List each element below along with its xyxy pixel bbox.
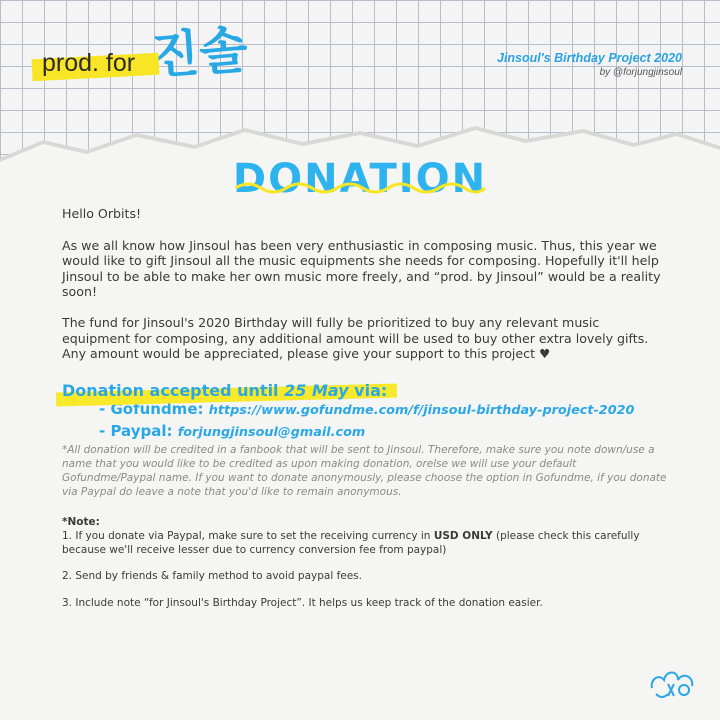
donation-date: 25 May [284,380,349,400]
project-title: Jinsoul's Birthday Project 2020 [497,51,682,65]
prod-for-tag [32,20,250,86]
note-2: 2. Send by friends & family method to avoid paypal fees. [62,570,362,583]
donation-heading [62,380,388,400]
gofundme-label: - Gofundme: [99,400,209,419]
donation-suffix: via: [348,380,388,400]
credit-note: *All donation will be credited in a fanbook that will be sent to Jinsoul. Therefore, make sure you note down/use a name that you would like to be credited as upon making donation, orelse we will use your default Gofundme/Paypal name. If you want to donate anonymously, please choose the option in Gofundme, if you donate via Paypal do leave a note that you'd like to remain anonymous. [62,444,667,499]
main-content [62,206,668,610]
heading-wrap [0,156,720,202]
donation-prefix: Donation accepted until [62,380,285,400]
note-1-prefix: 1. If you donate via Paypal, make sure to set the receiving currency in [62,529,434,542]
notes-title: *Note: [62,516,100,529]
paragraph-fund: The fund for Jinsoul's 2020 Birthday will fully be prioritized to buy any relevant music equipment for composing, any additional amount will be used to buy other extra lovely gifts. Any amount would be appreciated, please give your support to this project ♥ [62,314,649,362]
paragraph-intro: As we all know how Jinsoul has been very enthusiastic in composing music. Thus, this year we would like to gift Jinsoul all the music equipments she needs for composing. Hopefully it'll help Jinsoul to be able to make her own music more freely, and “prod. by Jinsoul” would be a reality soon! [62,237,661,300]
page-title [233,156,487,202]
page-title-text: DONATION [232,156,488,202]
paypal-label: - Paypal: [99,422,178,441]
prod-for-name: 진솔 [149,20,250,86]
prod-for-label: prod. for [32,47,145,79]
greeting: Hello Orbits! [62,206,142,221]
note-1-suffix: (please check this carefully because we'll receive lesser due to currency conversion fee from paypal) [62,529,640,556]
donation-method-paypal [99,421,668,443]
gofundme-link[interactable]: https://www.gofundme.com/f/jinsoul-birthday-project-2020 [208,403,635,419]
note-1-bold: USD ONLY [433,529,493,542]
notes-section [62,516,668,610]
paypal-email[interactable]: forjungjinsoul@gmail.com [177,425,366,441]
fanbase-logo-icon [648,666,698,702]
project-by: by @forjungjinsoul [599,67,682,78]
note-3: 3. Include note “for Jinsoul's Birthday Project”. It helps us keep track of the donation easier. [62,596,543,609]
note-1 [62,530,668,557]
squiggle-decoration [233,178,487,198]
